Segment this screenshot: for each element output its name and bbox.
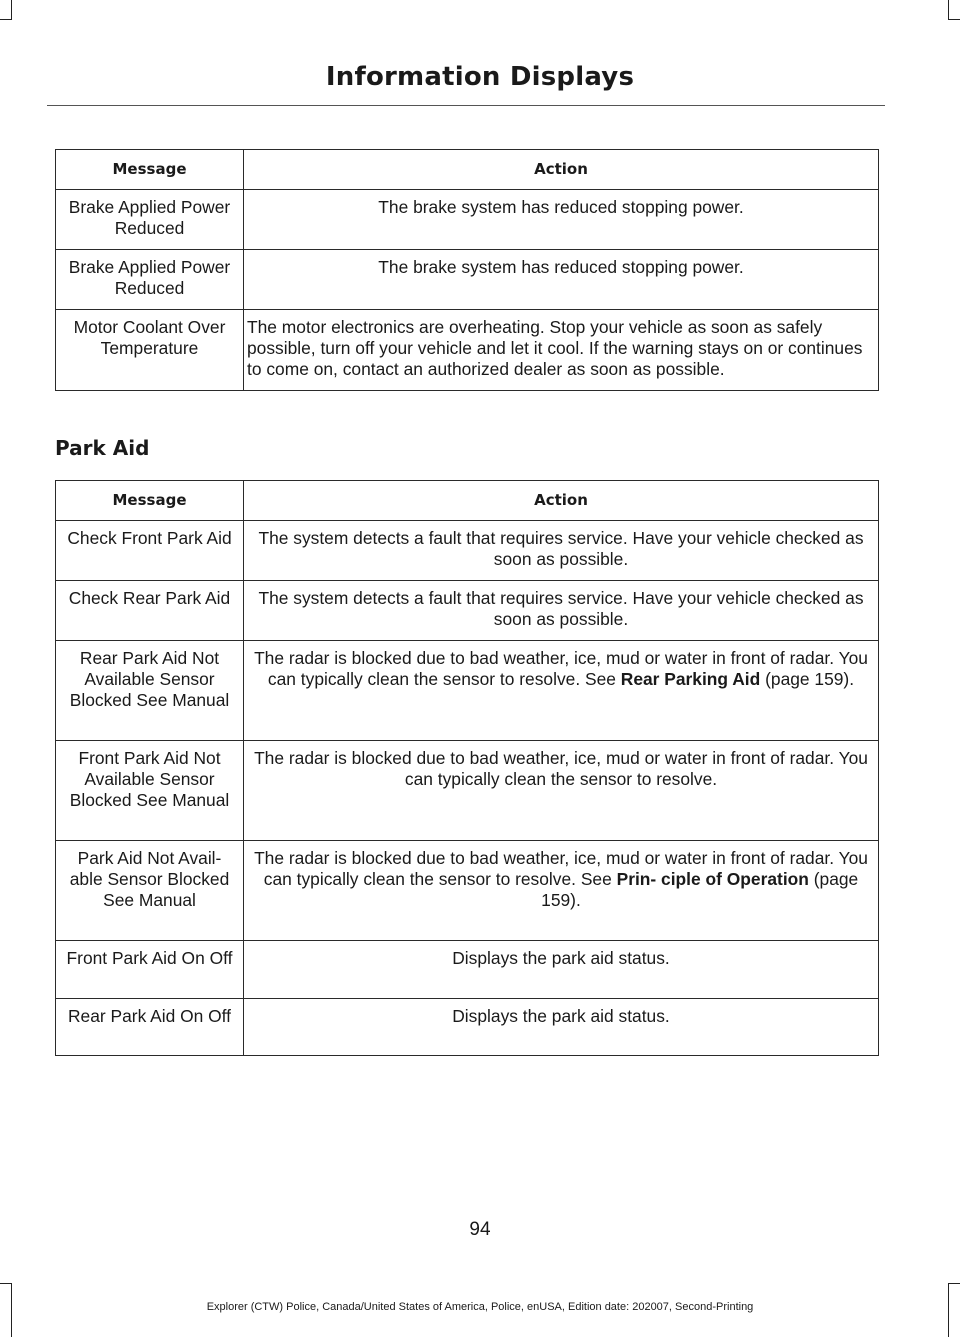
table-row bbox=[56, 841, 879, 941]
message-cell: Brake Applied Power Reduced bbox=[56, 190, 244, 250]
crop-mark bbox=[948, 19, 960, 20]
message-cell: Motor Coolant Over Temperature bbox=[56, 310, 244, 391]
column-header-action: Action bbox=[244, 481, 879, 521]
table-row bbox=[56, 521, 879, 581]
crop-mark bbox=[0, 19, 12, 20]
action-cell: The brake system has reduced stopping power. bbox=[244, 250, 879, 310]
action-cell: The brake system has reduced stopping power. bbox=[244, 190, 879, 250]
table-row bbox=[56, 190, 879, 250]
message-cell: Check Rear Park Aid bbox=[56, 581, 244, 641]
action-text: The radar is blocked due to bad weather, ice, mud or water in front of radar. You can typically clean the sensor to resolve. See bbox=[254, 848, 868, 889]
message-cell: Front Park Aid Not Available Sensor Blocked See Manual bbox=[56, 741, 244, 841]
cross-reference-link[interactable]: Rear Parking Aid bbox=[620, 669, 761, 689]
table-row bbox=[56, 310, 879, 391]
action-cell: The radar is blocked due to bad weather, ice, mud or water in front of radar. You can typically clean the sensor to resolve. bbox=[244, 741, 879, 841]
action-cell: Displays the park aid status. bbox=[244, 999, 879, 1056]
action-cell: The motor electronics are overheating. Stop your vehicle as soon as safely possible, turn off your vehicle and let it cool. If the warning stays on or continues to come on, contact an authorized dealer as soon as possible. bbox=[244, 310, 879, 391]
table-row bbox=[56, 581, 879, 641]
message-cell: Rear Park Aid On Off bbox=[56, 999, 244, 1056]
table-header-row bbox=[56, 150, 879, 190]
park-aid-table bbox=[55, 480, 879, 1056]
crop-mark bbox=[948, 0, 949, 19]
column-header-message: Message bbox=[56, 481, 244, 521]
table-row bbox=[56, 741, 879, 841]
action-text: The radar is blocked due to bad weather, ice, mud or water in front of radar. You can typically clean the sensor to resolve. See bbox=[254, 648, 868, 689]
messages-table bbox=[55, 149, 879, 391]
crop-mark bbox=[948, 1283, 960, 1284]
table-header-row bbox=[56, 481, 879, 521]
table-row bbox=[56, 641, 879, 741]
table-row bbox=[56, 999, 879, 1056]
footer-text: Explorer (CTW) Police, Canada/United States of America, Police, enUSA, Edition date: 202007, Second-Printing bbox=[206, 1301, 754, 1313]
page-reference: (page 159). bbox=[541, 869, 859, 910]
column-header-action: Action bbox=[244, 150, 879, 190]
action-cell bbox=[244, 641, 879, 741]
crop-mark bbox=[11, 0, 12, 19]
message-cell: Rear Park Aid Not Available Sensor Blocked See Manual bbox=[56, 641, 244, 741]
header-divider bbox=[47, 105, 885, 106]
action-cell bbox=[244, 841, 879, 941]
message-cell: Front Park Aid On Off bbox=[56, 941, 244, 999]
table-row bbox=[56, 250, 879, 310]
page-title: Information Displays bbox=[325, 62, 635, 92]
action-cell: The system detects a fault that requires service. Have your vehicle checked as soon as possible. bbox=[244, 581, 879, 641]
column-header-message: Message bbox=[56, 150, 244, 190]
page-number: 94 bbox=[469, 1219, 491, 1240]
message-cell: Park Aid Not Avail- able Sensor Blocked See Manual bbox=[56, 841, 244, 941]
section-heading: Park Aid bbox=[55, 436, 150, 460]
cross-reference-link[interactable]: Prin- ciple of Operation bbox=[616, 869, 809, 889]
action-cell: Displays the park aid status. bbox=[244, 941, 879, 999]
table-row bbox=[56, 941, 879, 999]
message-cell: Brake Applied Power Reduced bbox=[56, 250, 244, 310]
action-cell: The system detects a fault that requires service. Have your vehicle checked as soon as possible. bbox=[244, 521, 879, 581]
message-cell: Check Front Park Aid bbox=[56, 521, 244, 581]
crop-mark bbox=[0, 1283, 12, 1284]
page-reference: (page 159). bbox=[765, 669, 855, 689]
